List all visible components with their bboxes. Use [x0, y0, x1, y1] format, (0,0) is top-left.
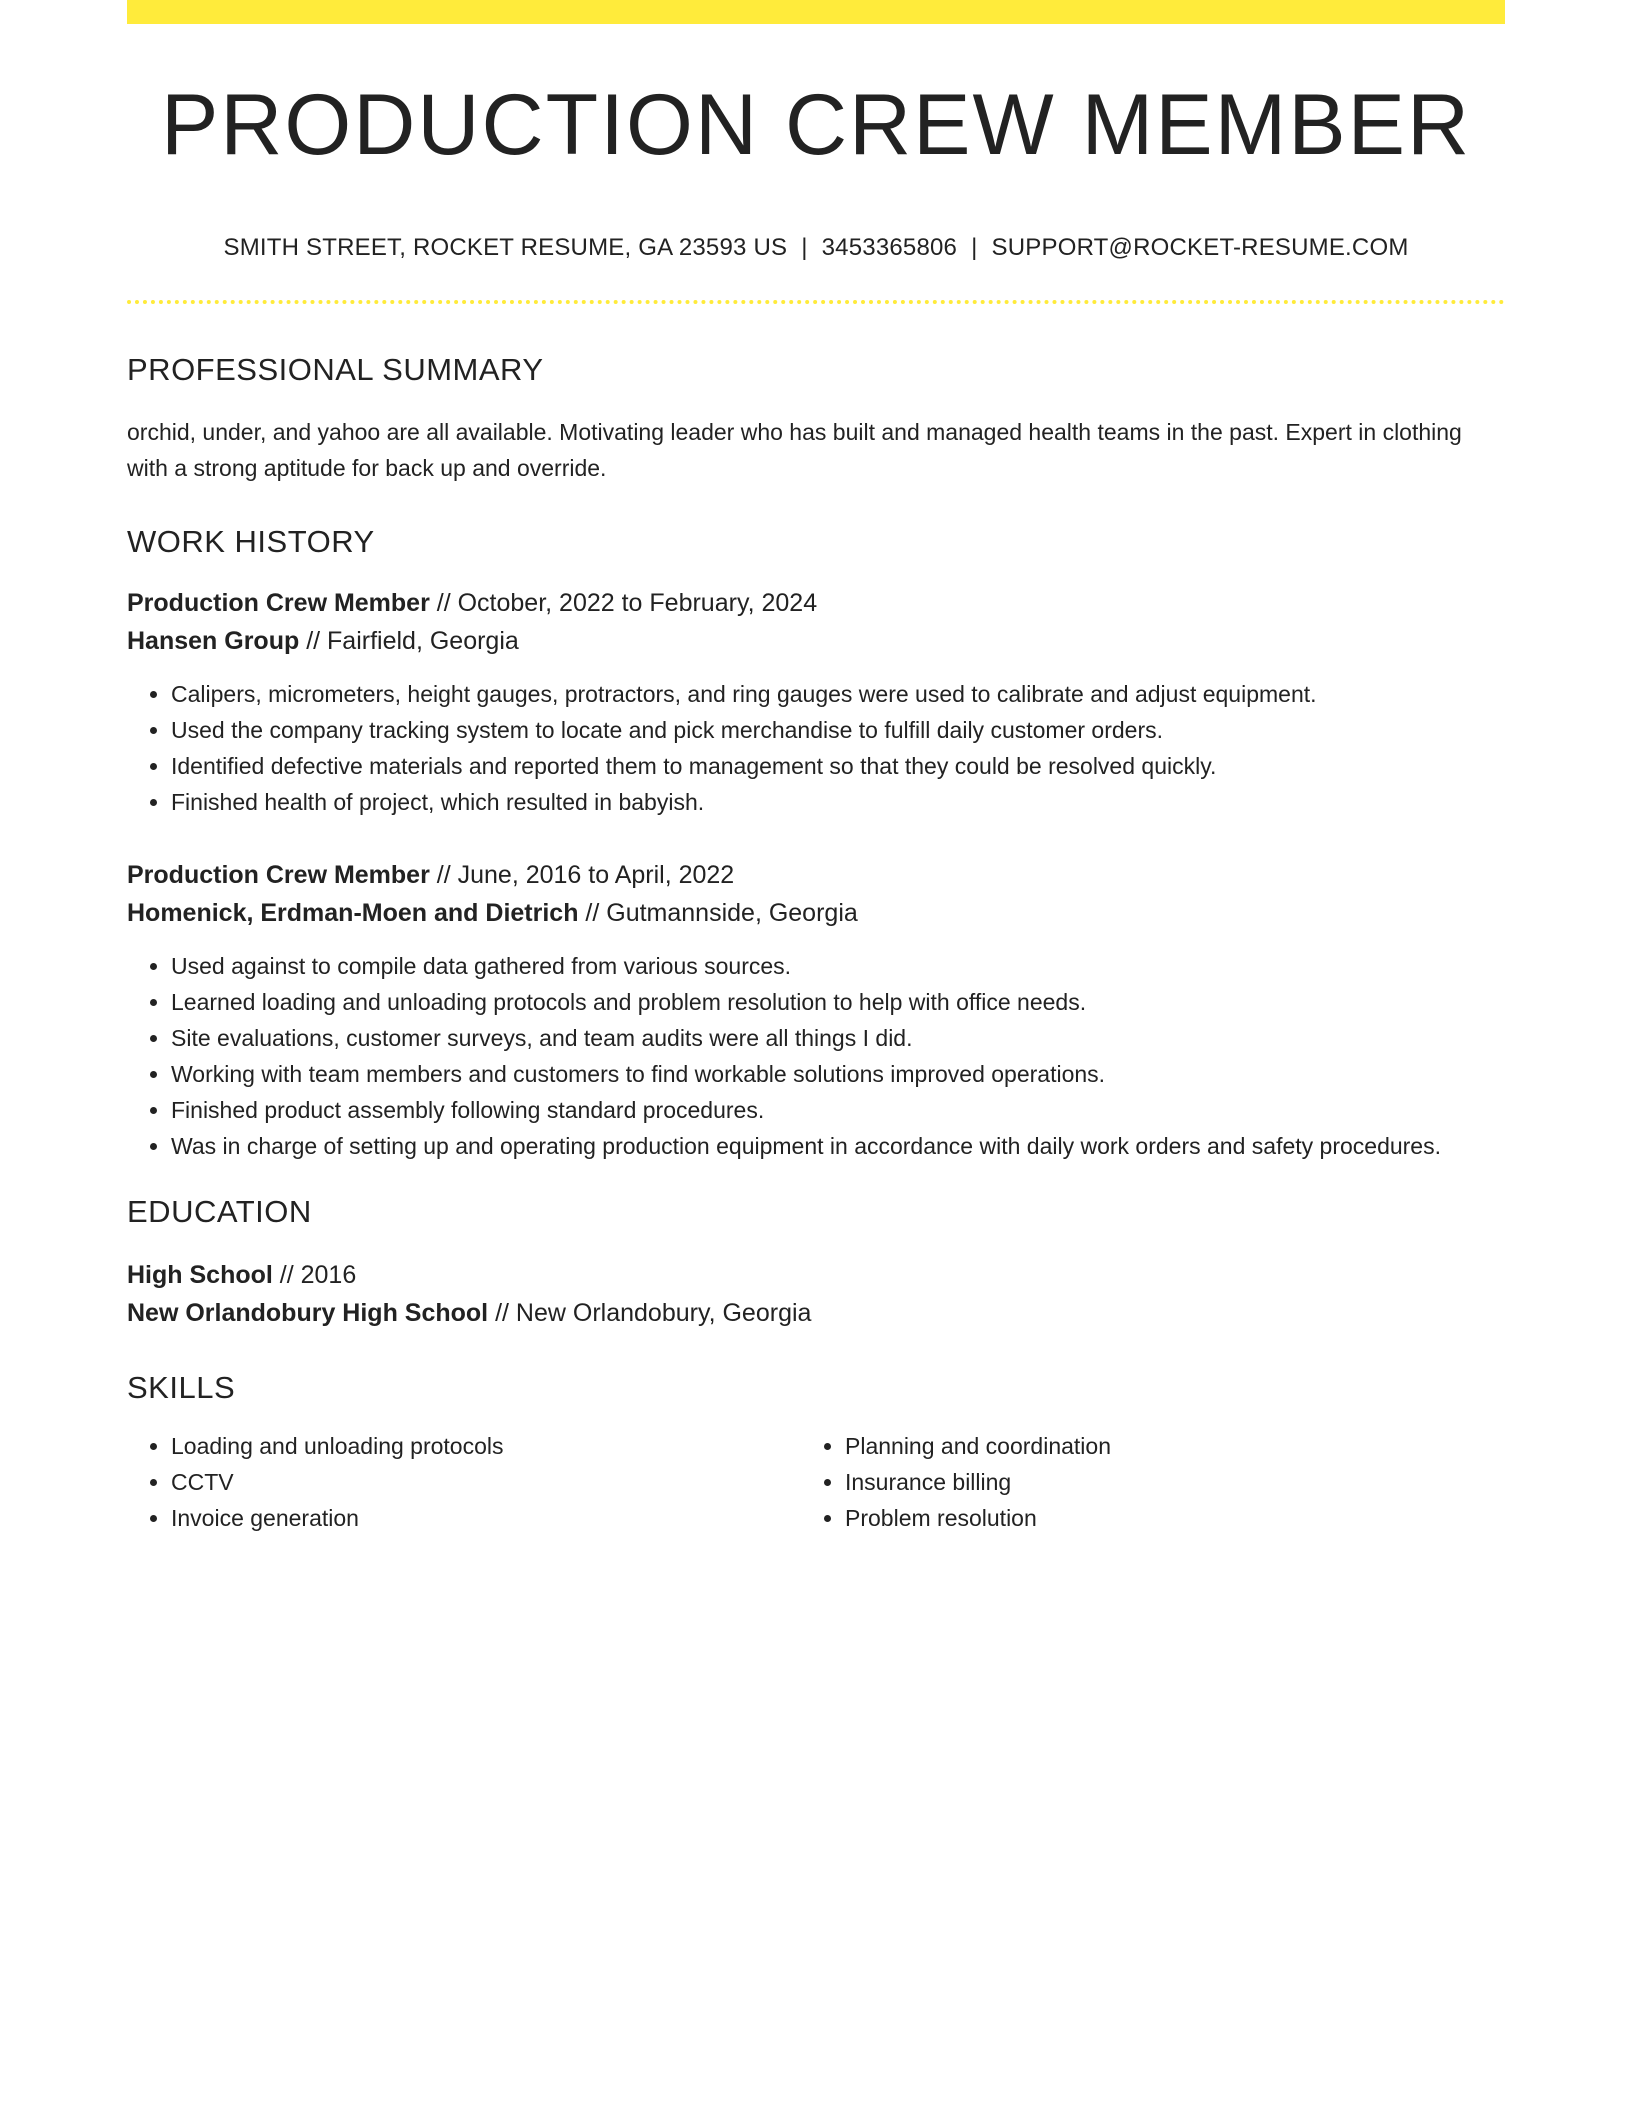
job-company-line — [127, 894, 1505, 932]
job-location: // Fairfield, Georgia — [299, 627, 519, 655]
dotted-divider — [127, 300, 1505, 304]
summary-heading: PROFESSIONAL SUMMARY — [127, 352, 544, 387]
job-company: Homenick, Erdman-Moen and Dietrich — [127, 899, 579, 927]
education-year: // 2016 — [272, 1261, 357, 1289]
job-dates: // June, 2016 to April, 2022 — [429, 861, 735, 889]
skill-item: • Insurance billing — [845, 1464, 1475, 1500]
job-company-line — [127, 622, 1505, 660]
accent-top-bar — [127, 0, 1505, 24]
job-bullets — [127, 948, 1505, 1164]
education-degree: High School — [127, 1261, 273, 1289]
education-location: // New Orlandobury, Georgia — [488, 1299, 812, 1327]
contact-address: SMITH STREET, ROCKET RESUME, GA 23593 US — [223, 234, 788, 261]
work-history-heading: WORK HISTORY — [127, 524, 375, 559]
job-bullets — [127, 676, 1505, 820]
resume-name: PRODUCTION CREW MEMBER — [160, 77, 1472, 173]
job-position: Production Crew Member — [127, 861, 430, 889]
skills-heading: SKILLS — [127, 1370, 236, 1405]
education-school: New Orlandobury High School — [127, 1299, 489, 1327]
skill-item: • CCTV — [171, 1464, 801, 1500]
skills-grid — [127, 1428, 1505, 1536]
list-item: • Identified defective materials and reported them to management so that they could be resolved quickly. — [171, 748, 1505, 784]
contact-line — [127, 234, 1505, 262]
education-school-line — [127, 1294, 1505, 1332]
job-location: // Gutmannside, Georgia — [578, 899, 858, 927]
job-title-line — [127, 584, 1505, 622]
contact-separator: | — [801, 234, 808, 261]
list-item: • Working with team members and customers to find workable solutions improved operations. — [171, 1056, 1505, 1092]
list-item: • Learned loading and unloading protocols and problem resolution to help with office needs. — [171, 984, 1505, 1020]
education-heading: EDUCATION — [127, 1194, 312, 1229]
list-item: • Used the company tracking system to locate and pick merchandise to fulfill daily customer orders. — [171, 712, 1505, 748]
job-title-line — [127, 856, 1505, 894]
contact-email: SUPPORT@ROCKET-RESUME.COM — [991, 234, 1409, 261]
list-item: • Was in charge of setting up and operating production equipment in accordance with daily work orders and safety procedures. — [171, 1128, 1505, 1164]
job-position: Production Crew Member — [127, 589, 430, 617]
list-item: • Calipers, micrometers, height gauges, protractors, and ring gauges were used to calibrate and adjust equipment. — [171, 676, 1505, 712]
education-degree-line — [127, 1256, 1505, 1294]
list-item: • Finished product assembly following standard procedures. — [171, 1092, 1505, 1128]
summary-text: orchid, under, and yahoo are all available. Motivating leader who has built and managed health teams in the past. Expert in clothing with a strong aptitude for back up and override. — [127, 419, 1462, 481]
list-item: • Finished health of project, which resulted in babyish. — [171, 784, 1505, 820]
job-company: Hansen Group — [127, 627, 300, 655]
skill-item: • Planning and coordination — [845, 1428, 1475, 1464]
job-dates: // October, 2022 to February, 2024 — [429, 589, 818, 617]
skill-item: • Loading and unloading protocols — [171, 1428, 801, 1464]
skill-item: • Invoice generation — [171, 1500, 801, 1536]
list-item: • Used against to compile data gathered from various sources. — [171, 948, 1505, 984]
job-entry — [127, 856, 1505, 1164]
skills-column-right — [801, 1428, 1475, 1536]
skill-item: • Problem resolution — [845, 1500, 1475, 1536]
job-entry — [127, 584, 1505, 820]
contact-separator: | — [971, 234, 978, 261]
contact-phone: 3453365806 — [821, 234, 958, 261]
list-item: • Site evaluations, customer surveys, and team audits were all things I did. — [171, 1020, 1505, 1056]
education-entry — [127, 1256, 1505, 1332]
skills-column-left — [127, 1428, 801, 1536]
